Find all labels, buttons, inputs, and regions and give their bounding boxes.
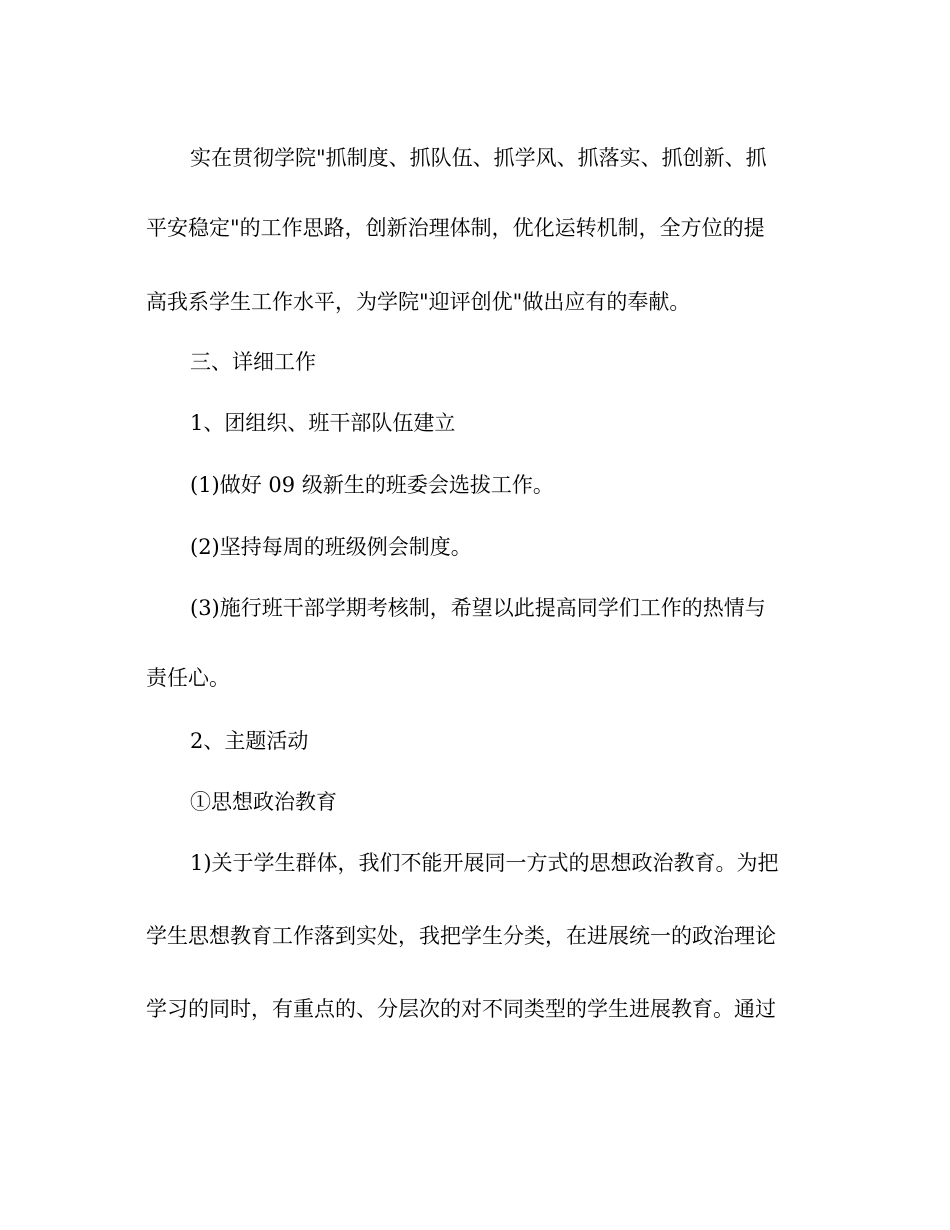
list-item: (3)施行班干部学期考核制，希望以此提高同学们工作的热情与: [190, 596, 766, 620]
topic-heading: ①思想政治教育: [190, 790, 337, 814]
subsection-heading: 2、主题活动: [190, 729, 309, 753]
paragraph-line: 学习的同时，有重点的、分层次的对不同类型的学生进展教育。通过: [146, 997, 776, 1021]
subsection-heading: 1、团组织、班干部队伍建立: [190, 411, 456, 435]
section-heading: 三、详细工作: [190, 350, 316, 374]
paragraph-line: 平安稳定"的工作思路，创新治理体制，优化运转机制，全方位的提: [146, 216, 765, 240]
paragraph-line: 实在贯彻学院"抓制度、抓队伍、抓学风、抓落实、抓创新、抓: [190, 146, 767, 170]
list-item: (1)做好 09 级新生的班委会选拔工作。: [190, 473, 554, 497]
paragraph-line: 学生思想教育工作落到实处，我把学生分类，在进展统一的政治理论: [146, 924, 776, 948]
paragraph-line: 高我系学生工作水平，为学院"迎评创优"做出应有的奉献。: [146, 290, 691, 314]
paragraph-line: 1)关于学生群体，我们不能开展同一方式的思想政治教育。为把: [190, 851, 779, 875]
list-item: (2)坚持每周的班级例会制度。: [190, 535, 472, 559]
paragraph-line: 责任心。: [146, 666, 230, 690]
